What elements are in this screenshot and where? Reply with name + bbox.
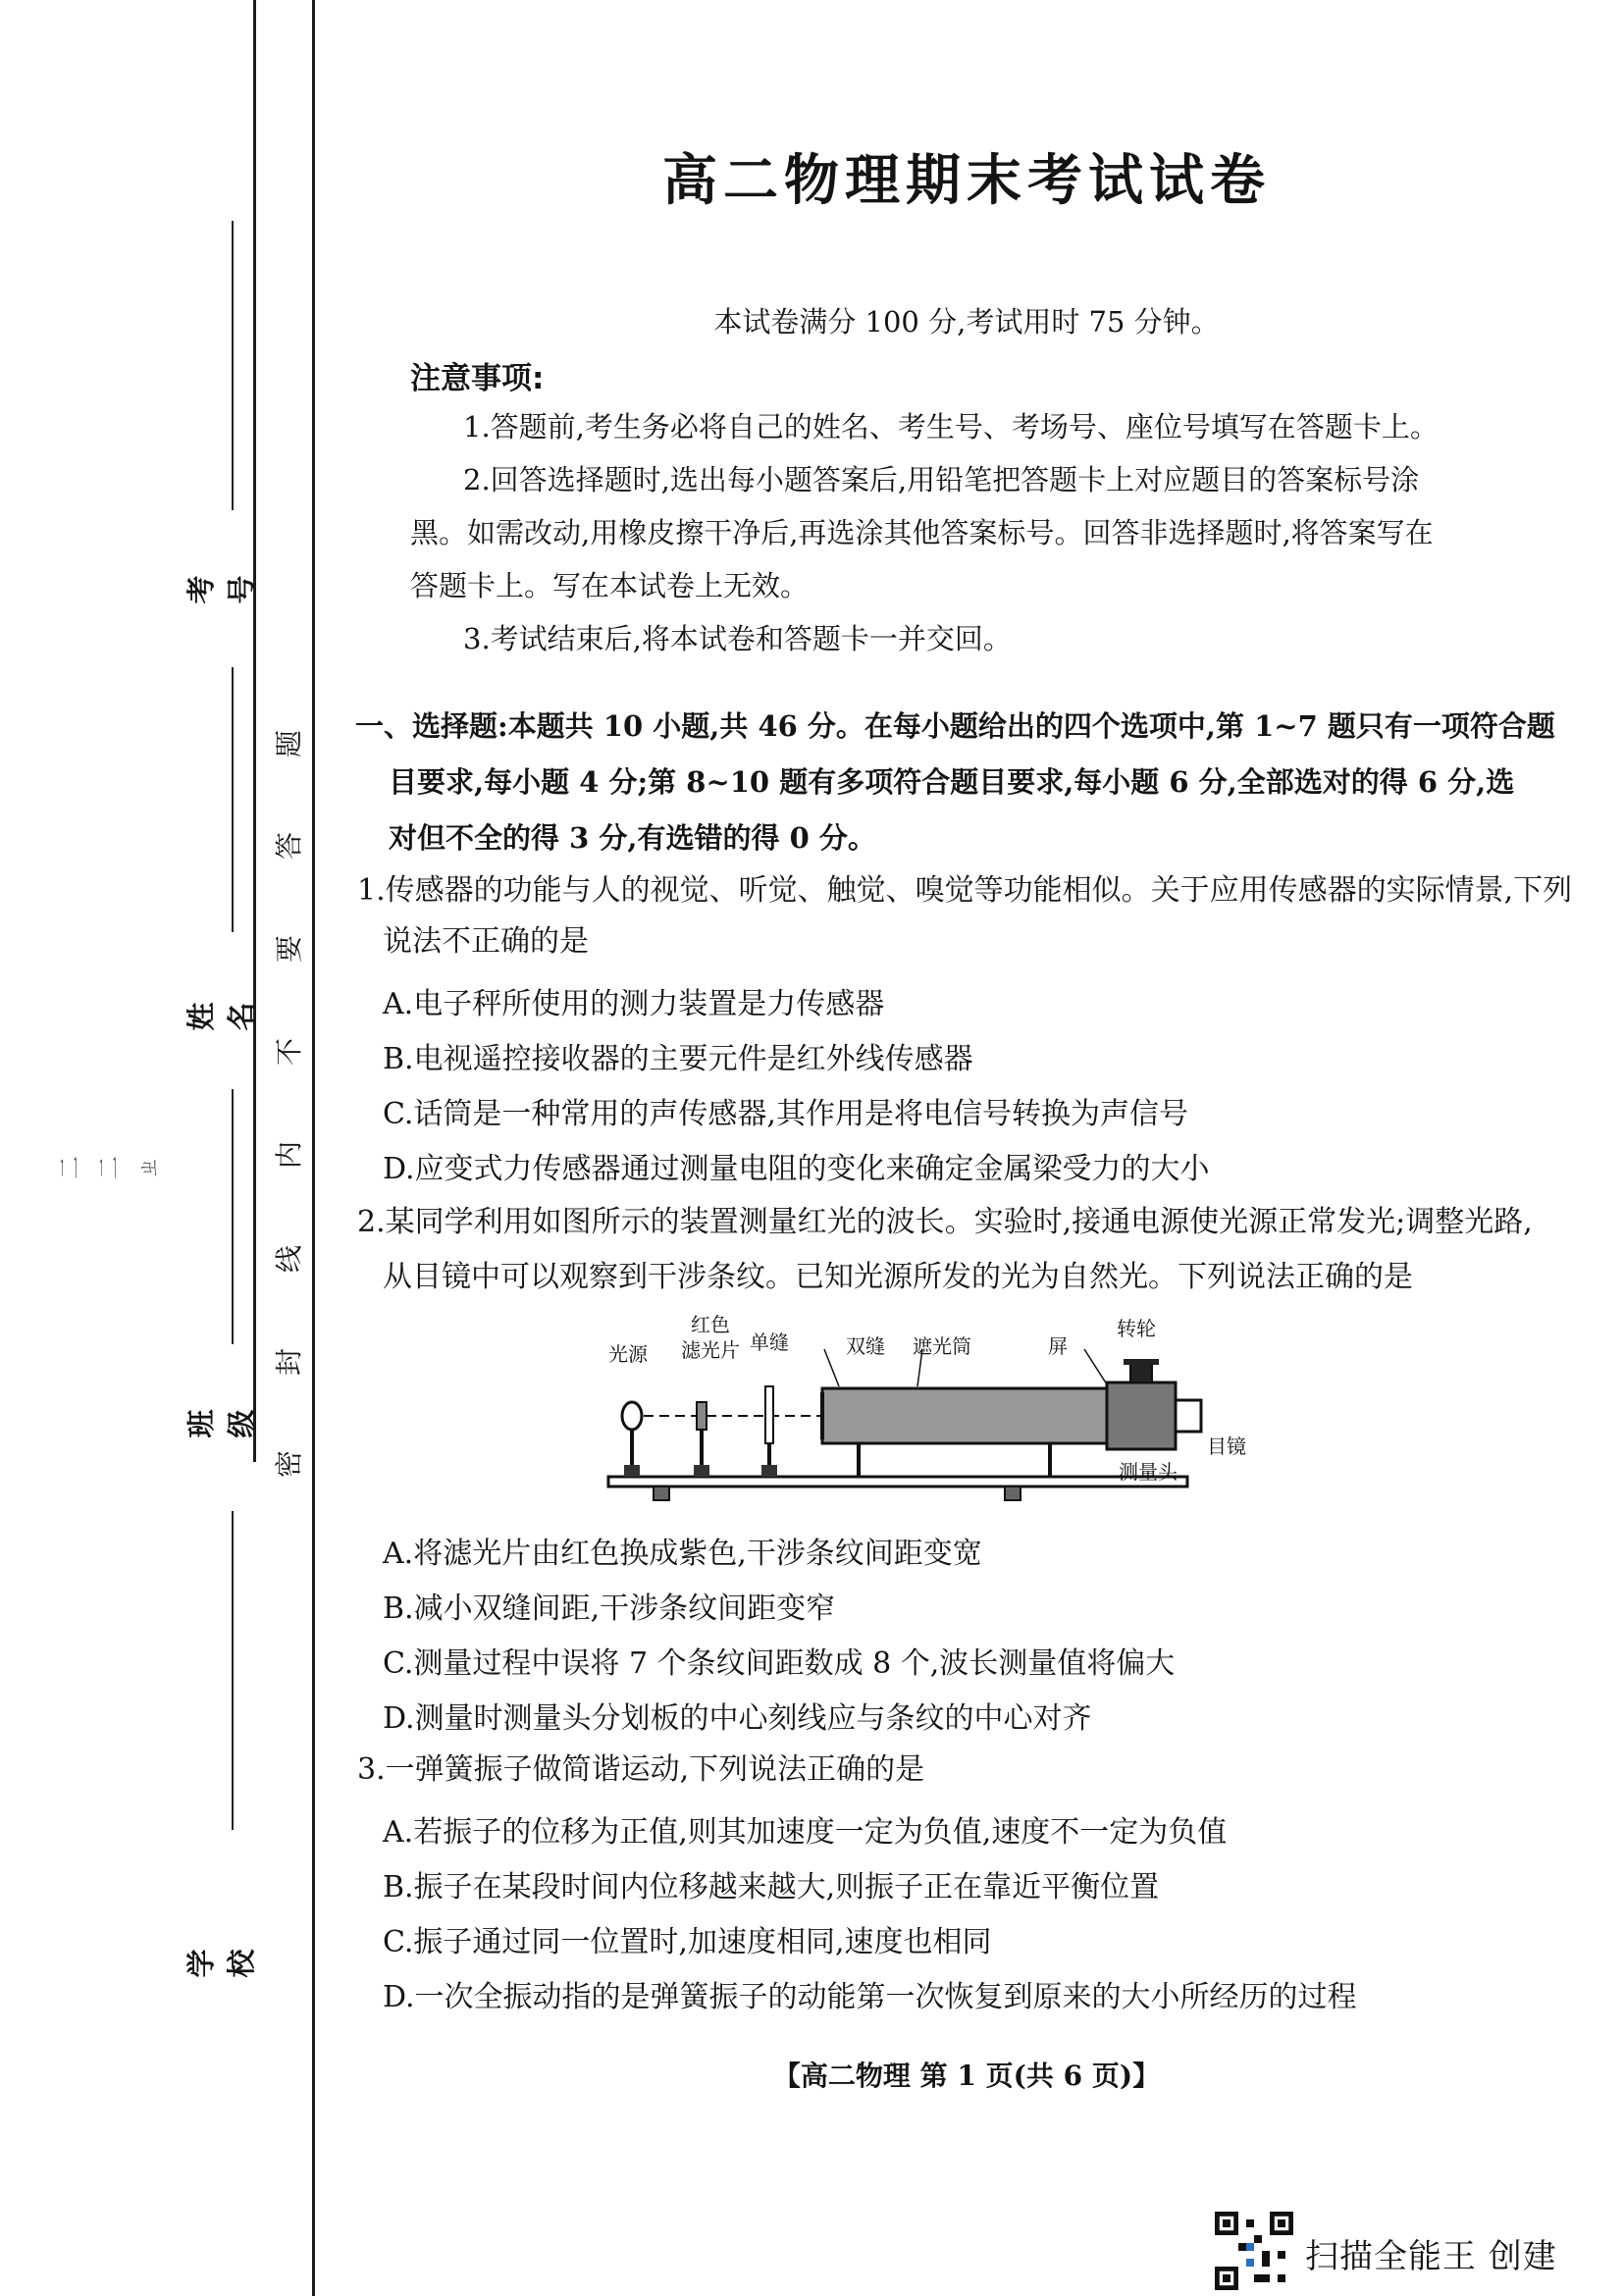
eyepiece [1176, 1400, 1201, 1432]
binding-line-inner [312, 0, 315, 2296]
school-label: 学校 [184, 1949, 258, 1978]
seal-char: 要 [273, 935, 305, 964]
school-line [232, 1511, 234, 1830]
option-c: C.话筒是一种常用的声传感器,其作用是将电信号转换为声信号 [383, 1097, 1188, 1131]
question-stem: 2.某同学利用如图所示的装置测量红光的波长。实验时,接通电源使光源正常发光;调整光路, [357, 1205, 1533, 1239]
exam-number-line [232, 221, 234, 510]
seal-char: 不 [273, 1038, 305, 1067]
scanner-watermark: 扫描全能王 创建 [1305, 2237, 1557, 2276]
margin-note: 二 二 ㄓ [56, 1156, 162, 1179]
name-label: 姓名 [184, 1002, 258, 1031]
section-heading [355, 699, 1555, 866]
seal-char: 答 [273, 832, 305, 861]
label-tube: 遮光筒 [913, 1334, 971, 1358]
single-slit [765, 1386, 773, 1443]
label-filter-line1: 红色 [691, 1313, 730, 1336]
option-c: C.振子通过同一位置时,加速度相同,速度也相同 [383, 1925, 992, 1959]
label-single-slit: 单缝 [750, 1331, 789, 1354]
question-stem: 说法不正确的是 [383, 924, 589, 959]
notice-heading: 注意事项: [410, 361, 545, 396]
option-b: B.减小双缝间距,干涉条纹间距变窄 [383, 1592, 836, 1626]
exam-number-label: 考号 [184, 575, 258, 604]
notice-item: 黑。如需改动,用橡皮擦干净后,再选涂其他答案标号。回答非选择题时,将答案写在 [410, 516, 1434, 549]
rail-foot [1005, 1487, 1021, 1500]
label-filter-line2: 滤光片 [681, 1338, 740, 1362]
seal-char: 密 [273, 1450, 305, 1479]
notice-item: 2.回答选择题时,选出每小题答案后,用铅笔把答题卡上对应题目的答案标号涂 [463, 463, 1420, 496]
notice-item: 答题卡上。写在本试卷上无效。 [410, 569, 810, 602]
exam-info: 本试卷满分 100 分,考试用时 75 分钟。 [713, 305, 1220, 339]
binding-line-outer [253, 0, 256, 1462]
red-filter [697, 1402, 707, 1430]
section-line: 对但不全的得 3 分,有选错的得 0 分。 [389, 821, 876, 855]
label-double-slit: 双缝 [846, 1334, 885, 1358]
turn-wheel [1130, 1363, 1152, 1383]
label-eyepiece: 目镜 [1207, 1435, 1246, 1458]
label-wheel: 转轮 [1117, 1317, 1156, 1340]
seal-char: 题 [273, 730, 305, 758]
option-a: A.将滤光片由红色换成紫色,干涉条纹间距变宽 [383, 1537, 982, 1571]
seal-char: 封 [273, 1348, 305, 1377]
label-light-source: 光源 [608, 1342, 648, 1366]
class-label: 班级 [184, 1409, 258, 1438]
option-d: D.测量时测量头分划板的中心刻线应与条纹的中心对齐 [383, 1701, 1092, 1736]
notice-item: 1.答题前,考生务必将自己的姓名、考生号、考场号、座位号填写在答题卡上。 [463, 410, 1439, 444]
seal-char: 线 [273, 1245, 305, 1274]
option-a: A.电子秤所使用的测力装置是力传感器 [383, 987, 885, 1021]
page-title: 高二物理期末考试试卷 [662, 149, 1271, 213]
question-stem: 从目镜中可以观察到干涉条纹。已知光源所发的光为自然光。下列说法正确的是 [383, 1260, 1413, 1294]
option-b: B.振子在某段时间内位移越来越大,则振子正在靠近平衡位置 [383, 1870, 1160, 1905]
question-stem: 1.传感器的功能与人的视觉、听觉、触觉、嗅觉等功能相似。关于应用传感器的实际情景,下列 [357, 873, 1573, 908]
seal-char: 内 [273, 1141, 305, 1170]
option-d: D.应变式力传感器通过测量电阻的变化来确定金属梁受力的大小 [383, 1152, 1210, 1186]
section-line: 一、选择题:本题共 10 小题,共 46 分。在每小题给出的四个选项中,第 1~7 题只有一项符合题 [355, 709, 1555, 743]
rail-foot [654, 1487, 669, 1500]
name-line [232, 667, 234, 932]
optical-rail [608, 1477, 1187, 1487]
label-measuring-head: 测量头 [1119, 1460, 1178, 1484]
question-stem: 3.一弹簧振子做简谐运动,下列说法正确的是 [357, 1752, 925, 1787]
notice-item: 3.考试结束后,将本试卷和答题卡一并交回。 [463, 622, 1012, 655]
label-screen: 屏 [1048, 1334, 1068, 1358]
class-line [232, 1089, 234, 1344]
light-shielding-tube [822, 1388, 1107, 1443]
option-b: B.电视遥控接收器的主要元件是红外线传感器 [383, 1042, 973, 1076]
section-line: 目要求,每小题 4 分;第 8~10 题有多项符合题目要求,每小题 6 分,全部选对的得 6 分,选 [389, 765, 1515, 799]
qr-code-icon [1215, 2212, 1293, 2290]
measuring-head [1107, 1383, 1176, 1449]
option-c: C.测量过程中误将 7 个条纹间距数成 8 个,波长测量值将偏大 [383, 1646, 1176, 1681]
light-source [622, 1402, 642, 1430]
page-footer: 【高二物理 第 1 页(共 6 页)】 [772, 2060, 1161, 2092]
option-d: D.一次全振动指的是弹簧振子的动能第一次恢复到原来的大小所经历的过程 [383, 1980, 1357, 2014]
option-a: A.若振子的位移为正值,则其加速度一定为负值,速度不一定为负值 [383, 1815, 1228, 1850]
double-slit-apparatus-diagram [589, 1310, 1276, 1526]
